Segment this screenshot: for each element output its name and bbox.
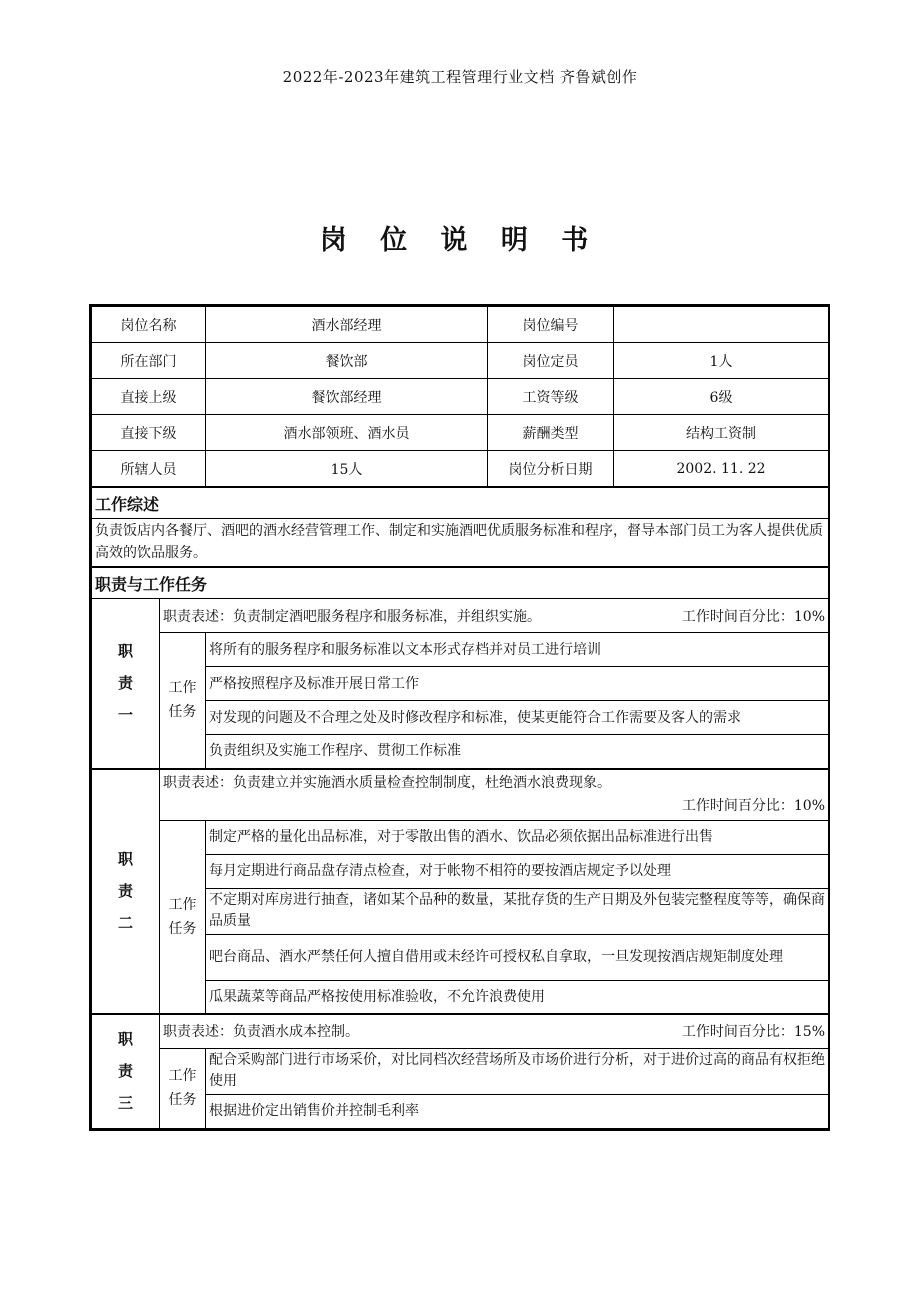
task-item: 根据进价定出销售价并控制毛利率 (206, 1094, 829, 1128)
duties-title: 职责与工作任务 (92, 567, 829, 599)
duty-label-text: 职责一 (118, 642, 134, 725)
duty-label (92, 1014, 160, 1128)
duty-time-percentage: 工作时间百分比：10% (681, 797, 825, 814)
duty-description: 职责表述：负责建立并实施酒水质量检查控制制度，杜绝酒水浪费现象。 (163, 774, 611, 791)
document-header: 2022年-2023年建筑工程管理行业文档 齐鲁斌创作 (282, 68, 638, 86)
info-label: 薪酬类型 (488, 415, 614, 451)
task-label-text: 工作任务 (168, 680, 197, 721)
info-row (92, 379, 829, 415)
summary-title: 工作综述 (92, 487, 829, 519)
duty-description-row (92, 599, 829, 633)
info-value: 酒水部领班、酒水员 (206, 415, 488, 451)
duty-description: 职责表述：负责制定酒吧服务程序和服务标准，并组织实施。 (163, 608, 541, 625)
duty-label-text: 职责三 (118, 1030, 134, 1113)
duty-label (92, 769, 160, 1015)
task-item: 制定严格的量化出品标准，对于零散出售的酒水、饮品必须依据出品标准进行出售 (206, 820, 829, 854)
info-label: 直接上级 (92, 379, 206, 415)
info-label: 岗位定员 (488, 343, 614, 379)
info-value: 1人 (614, 343, 829, 379)
info-row (92, 343, 829, 379)
duty-description-row (92, 1014, 829, 1048)
task-item: 负责组织及实施工作程序、贯彻工作标准 (206, 735, 829, 769)
info-row (92, 451, 829, 488)
task-label-text: 工作任务 (168, 1068, 197, 1108)
info-row (92, 415, 829, 451)
duty-label (92, 599, 160, 769)
duty-label-text: 职责二 (118, 850, 134, 933)
task-item: 每月定期进行商品盘存清点检查，对于帐物不相符的要按酒店规定予以处理 (206, 854, 829, 888)
info-row (92, 307, 829, 343)
info-label: 所在部门 (92, 343, 206, 379)
info-label: 岗位编号 (488, 307, 614, 343)
document-title: 岗 位 说 明 书 (319, 225, 601, 256)
info-value: 15人 (206, 451, 488, 488)
info-value: 酒水部经理 (206, 307, 488, 343)
job-description-table (89, 304, 830, 1131)
duty-time-percentage: 工作时间百分比：15% (681, 1024, 825, 1041)
info-value: 餐饮部 (206, 343, 488, 379)
task-label (160, 1048, 206, 1128)
duty-description-row (92, 769, 829, 821)
duty-time-percentage: 工作时间百分比：10% (681, 608, 825, 625)
summary-text: 负责饭店内各餐厅、酒吧的酒水经营管理工作、制定和实施酒吧优质服务标准和程序，督导本部门员工为客人提供优质高效的饮品服务。 (92, 519, 829, 568)
info-value: 6级 (614, 379, 829, 415)
info-label: 工资等级 (488, 379, 614, 415)
task-item: 对发现的问题及不合理之处及时修改程序和标准，使某更能符合工作需要及客人的需求 (206, 701, 829, 735)
duty-description: 职责表述：负责酒水成本控制。 (163, 1024, 359, 1041)
task-item: 将所有的服务程序和服务标准以文本形式存档并对员工进行培训 (206, 633, 829, 667)
task-item: 严格按照程序及标准开展日常工作 (206, 667, 829, 701)
task-item: 吧台商品、酒水严禁任何人擅自借用或未经许可授权私自拿取，一旦发现按酒店规矩制度处理 (206, 934, 829, 980)
info-label: 岗位名称 (92, 307, 206, 343)
info-label: 直接下级 (92, 415, 206, 451)
info-label: 岗位分析日期 (488, 451, 614, 488)
info-label: 所辖人员 (92, 451, 206, 488)
info-value: 餐饮部经理 (206, 379, 488, 415)
task-label (160, 820, 206, 1014)
info-value (614, 307, 829, 343)
info-value: 2002. 11. 22 (614, 451, 829, 488)
info-value: 结构工资制 (614, 415, 829, 451)
task-item: 瓜果蔬菜等商品严格按使用标准验收，不允许浪费使用 (206, 980, 829, 1014)
task-label (160, 633, 206, 769)
task-label-text: 工作任务 (168, 896, 197, 937)
task-item: 不定期对库房进行抽查，诸如某个品种的数量，某批存货的生产日期及外包装完整程度等等，确保商品质量 (206, 888, 829, 934)
task-item: 配合采购部门进行市场采价，对比同档次经营场所及市场价进行分析，对于进价过高的商品有权拒绝使用 (206, 1048, 829, 1094)
